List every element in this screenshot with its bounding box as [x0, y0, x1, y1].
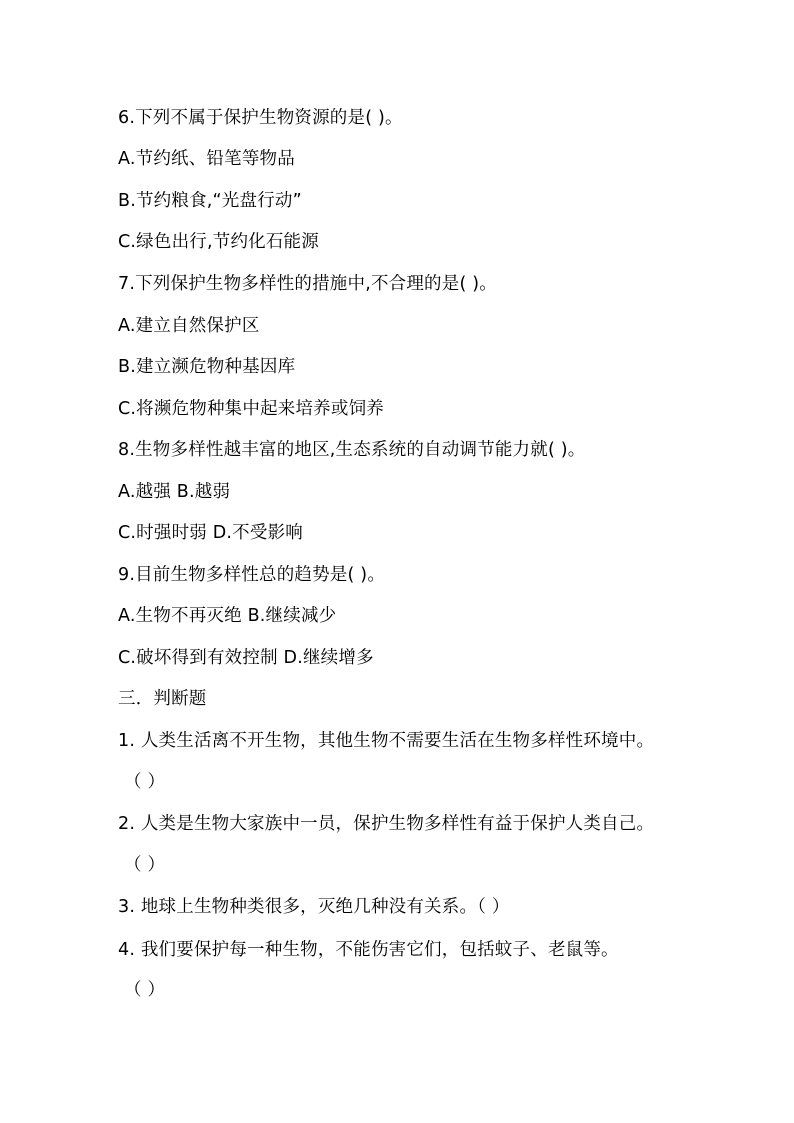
question-8-options-cd: C.时强时弱 D.不受影响 — [118, 523, 303, 543]
judge-item-4-blank: （ ） — [124, 980, 166, 1000]
section-heading-judge: 三．判断题 — [118, 689, 207, 709]
judge-item-2-blank: （ ） — [124, 855, 166, 875]
question-9-options-cd: C.破坏得到有效控制 D.继续增多 — [118, 648, 374, 668]
question-7-stem: 7.下列保护生物多样性的措施中,不合理的是( )。 — [118, 274, 497, 294]
question-7-option-a: A.建立自然保护区 — [118, 316, 260, 336]
question-6-stem: 6.下列不属于保护生物资源的是( )。 — [118, 108, 403, 128]
question-7-option-b: B.建立濒危物种基因库 — [118, 357, 296, 377]
judge-item-4-text: 4. 我们要保护每一种生物，不能伤害它们，包括蚊子、老鼠等。 — [118, 940, 619, 960]
judge-item-1-text: 1. 人类生活离不开生物，其他生物不需要生活在生物多样性环境中。 — [118, 731, 655, 751]
question-9-options-ab: A.生物不再灭绝 B.继续减少 — [118, 606, 337, 626]
question-6-option-b: B.节约粮食,“光盘行动” — [118, 191, 302, 211]
judge-item-1-blank: （ ） — [124, 772, 166, 792]
judge-item-2-text: 2. 人类是生物大家族中一员，保护生物多样性有益于保护人类自己。 — [118, 814, 655, 834]
question-6-option-a: A.节约纸、铅笔等物品 — [118, 149, 295, 169]
question-8-stem: 8.生物多样性越丰富的地区,生态系统的自动调节能力就( )。 — [118, 440, 586, 460]
question-8-options-ab: A.越强 B.越弱 — [118, 482, 231, 502]
judge-item-3-text: 3. 地球上生物种类很多，灭绝几种没有关系。（ ） — [118, 897, 510, 917]
question-6-option-c: C.绿色出行,节约化石能源 — [118, 232, 319, 252]
question-9-stem: 9.目前生物多样性总的趋势是( )。 — [118, 565, 386, 585]
question-7-option-c: C.将濒危物种集中起来培养或饲养 — [118, 399, 384, 419]
